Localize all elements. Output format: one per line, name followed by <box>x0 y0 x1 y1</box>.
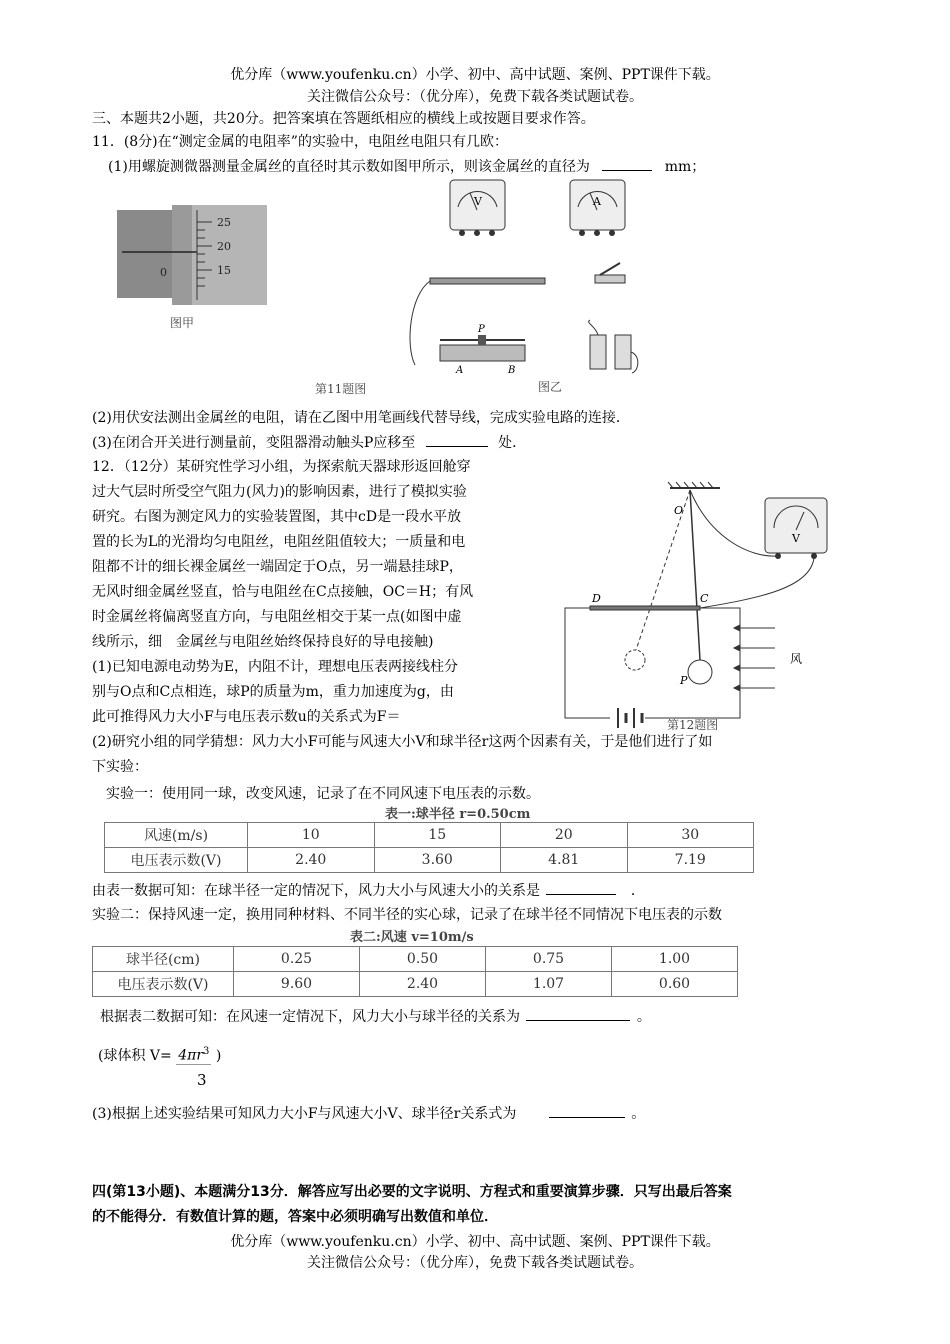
rheostat-label-b: B <box>508 365 516 375</box>
table-cell: 4.81 <box>501 848 628 873</box>
footer-line-1: 优分库（www.youfenku.cn）小学、初中、高中试题、案例、PPT课件下载。 <box>230 1234 720 1250</box>
q12-conclusion1 <box>92 880 645 902</box>
rheostat-label-a: A <box>456 365 464 375</box>
header-line-2: 关注微信公众号：（优分库），免费下载各类试题试卷。 <box>307 89 643 105</box>
table2-row-voltage <box>93 972 738 997</box>
q12-line-9: (1)已知电源电动势为E，内阻不计，理想电压表两接线柱分 <box>92 659 459 675</box>
q12-part3-text: (3)根据上述实验结果可知风力大小F与风速大小V、球半径r关系式为 <box>92 1106 517 1122</box>
q12-line-6: 无风时细金属丝竖直，恰与电阻丝在C点接触，OC＝H；有风 <box>92 584 474 600</box>
q12-line-5: 阻都不计的细长裸金属丝一端固定于O点，另一端悬挂球P， <box>92 559 463 575</box>
micrometer-figure <box>112 200 272 310</box>
q12-conclusion2-end: 。 <box>636 1009 651 1025</box>
q11-part3-text: (3)在闭合开关进行测量前，变阻器滑动触头P应移至 <box>92 435 416 451</box>
table1-caption: 表一:球半径 r=0.50cm <box>385 807 531 822</box>
table-cell: 9.60 <box>234 972 360 997</box>
q12-experiment1: 实验一：使用同一球，改变风速，记录了在不同风速下电压表的示数。 <box>106 786 540 802</box>
volume-prefix: (球体积 V= <box>98 1048 172 1064</box>
volume-denominator: 3 <box>197 1071 207 1089</box>
table2-header-radius: 球半径(cm) <box>93 947 234 972</box>
q12-conclusion1-end: ． <box>630 883 645 899</box>
fig12-label-wind: 风 <box>790 652 803 666</box>
ammeter-label: A <box>593 195 601 208</box>
q11-part2: (2)用伏安法测出金属丝的电阻，请在乙图中用笔画线代替导线，完成实验电路的连接． <box>92 410 630 426</box>
fig12-voltmeter-icon <box>765 498 827 559</box>
fig12-label-c: C <box>700 592 709 605</box>
q12-conclusion1-text: 由表一数据可知：在球半径一定的情况下，风力大小与风速大小的关系是 <box>92 883 540 899</box>
q12-line-7: 时金属丝将偏离竖直方向，与电阻丝相交于某一点(如图中虚 <box>92 609 462 625</box>
q11-part1-unit: mm； <box>664 159 706 175</box>
section4-line1: 四(第13小题)、本题满分13分．解答应写出必要的文字说明、方程式和重要演算步骤．只写出最后答案 <box>92 1184 732 1200</box>
q12-conclusion2 <box>100 1006 651 1028</box>
q11-intro: 11．(8分)在“测定金属的电阻率”的实验中，电阻丝电阻只有几欧： <box>92 134 508 150</box>
footer-line-2: 关注微信公众号：（优分库），免费下载各类试题试卷。 <box>307 1255 643 1271</box>
table-cell: 2.40 <box>360 972 486 997</box>
wind-force-apparatus-figure <box>560 478 840 730</box>
resistance-wire-board <box>430 278 545 284</box>
table-cell: 20 <box>501 823 628 848</box>
fig12-label-d: D <box>592 592 601 605</box>
voltmeter-label: V <box>474 195 482 208</box>
q12-line-1: 12．（12分）某研究性学习小组，为探索航天器球形返回舱穿 <box>92 459 471 475</box>
q12-conclusion2-text: 根据表二数据可知：在风速一定情况下，风力大小与球半径的关系为 <box>100 1009 520 1025</box>
table-cell: 15 <box>374 823 501 848</box>
q11-part1-text: (1)用螺旋测微器测量金属丝的直径时其示数如图甲所示，则该金属丝的直径为 <box>108 159 590 175</box>
q12-answer-blank-2[interactable] <box>526 1006 630 1021</box>
figure-11-caption: 第11题图 <box>315 382 367 396</box>
table-cell: 0.50 <box>360 947 486 972</box>
q12-line-4: 置的长为L的光滑均匀电阻丝，电阻丝阻值较大；一质量和电 <box>92 534 466 550</box>
rheostat-icon <box>440 324 525 375</box>
fig12-label-p: P <box>680 674 688 687</box>
table2-row-radius <box>93 947 738 972</box>
fig12-label-o: O <box>674 504 684 517</box>
q12-line-10: 别与O点和C点相连，球P的质量为m，重力加速度为g，由 <box>92 684 454 700</box>
q12-part3 <box>92 1103 645 1125</box>
fig12-voltmeter-label: V <box>792 532 800 545</box>
q12-answer-blank-3[interactable] <box>549 1103 625 1118</box>
table-cell: 0.60 <box>612 972 738 997</box>
volume-exp: 3 <box>203 1046 210 1058</box>
resistance-wire-cd <box>590 606 700 610</box>
q12-part2-line2: 下实验： <box>92 759 148 775</box>
header-line-1: 优分库（www.youfenku.cn）小学、初中、高中试题、案例、PPT课件下载。 <box>230 67 720 83</box>
q11-answer-blank-1[interactable] <box>602 156 652 171</box>
volume-num: 4πr <box>178 1048 204 1064</box>
sphere-volume-formula <box>98 1045 221 1065</box>
q12-part2-line1: (2)研究小组的同学猜想：风力大小F可能与风速大小V和球半径r这两个因素有关，于是他们进行了如 <box>92 734 713 750</box>
q11-part3-end: 处． <box>498 435 527 451</box>
q12-line-8: 线所示，细 金属丝与电阻丝始终保持良好的导电接触) <box>92 634 434 650</box>
q12-line-3: 研究。右图为测定风力的实验装置图，其中cD是一段水平放 <box>92 509 462 525</box>
table-cell: 1.00 <box>612 947 738 972</box>
table1-header-voltage: 电压表示数(V) <box>105 848 248 873</box>
figure-12-caption: 第12题图 <box>667 718 719 732</box>
table-cell: 0.75 <box>486 947 612 972</box>
micro-tick-20: 20 <box>217 240 231 253</box>
q11-answer-blank-3[interactable] <box>426 432 488 447</box>
table-cell: 2.40 <box>248 848 375 873</box>
section4-line2: 的不能得分．有数值计算的题，答案中必须明确写出数值和单位． <box>92 1209 498 1225</box>
micro-tick-15: 15 <box>217 264 231 277</box>
table-1 <box>104 822 754 873</box>
figure-yi-caption: 图乙 <box>538 380 563 394</box>
rheostat-label-p: P <box>478 324 485 335</box>
table1-header-speed: 风速(m/s) <box>105 823 248 848</box>
q12-part3-end: 。 <box>631 1106 646 1122</box>
volume-numerator <box>176 1046 211 1065</box>
q11-part3 <box>92 432 526 454</box>
q12-line-2: 过大气层时所受空气阻力(风力)的影响因素，进行了模拟实验 <box>92 484 467 500</box>
table-cell: 30 <box>627 823 754 848</box>
section3-title: 三、本题共2小题，共20分。把答案填在答题纸相应的横线上或按题目要求作答。 <box>92 111 595 127</box>
switch-icon <box>595 263 625 283</box>
figure-jia-caption: 图甲 <box>170 316 195 330</box>
battery-icon <box>589 320 638 373</box>
voltmeter-icon <box>450 180 505 236</box>
ammeter-icon <box>570 180 625 236</box>
table-cell: 10 <box>248 823 375 848</box>
volume-suffix: ) <box>215 1048 222 1064</box>
table-cell: 0.25 <box>234 947 360 972</box>
table-cell: 7.19 <box>627 848 754 873</box>
table2-caption: 表二:风速 v=10m/s <box>350 930 474 945</box>
table2-header-voltage: 电压表示数(V) <box>93 972 234 997</box>
table-cell: 1.07 <box>486 972 612 997</box>
micro-tick-25: 25 <box>217 216 231 229</box>
table1-row-voltage <box>105 848 754 873</box>
q12-answer-blank-1[interactable] <box>546 880 616 895</box>
micro-zero-label: 0 <box>160 266 167 279</box>
q12-line-11: 此可推得风力大小F与电压表示数u的关系式为F＝ <box>92 709 401 725</box>
table-2 <box>92 946 738 997</box>
circuit-components-figure <box>400 175 660 375</box>
table1-row-speed <box>105 823 754 848</box>
q12-experiment2: 实验二：保持风速一定，换用同种材料、不同半径的实心球，记录了在球半径不同情况下电压表的示数 <box>92 907 722 923</box>
table-cell: 3.60 <box>374 848 501 873</box>
